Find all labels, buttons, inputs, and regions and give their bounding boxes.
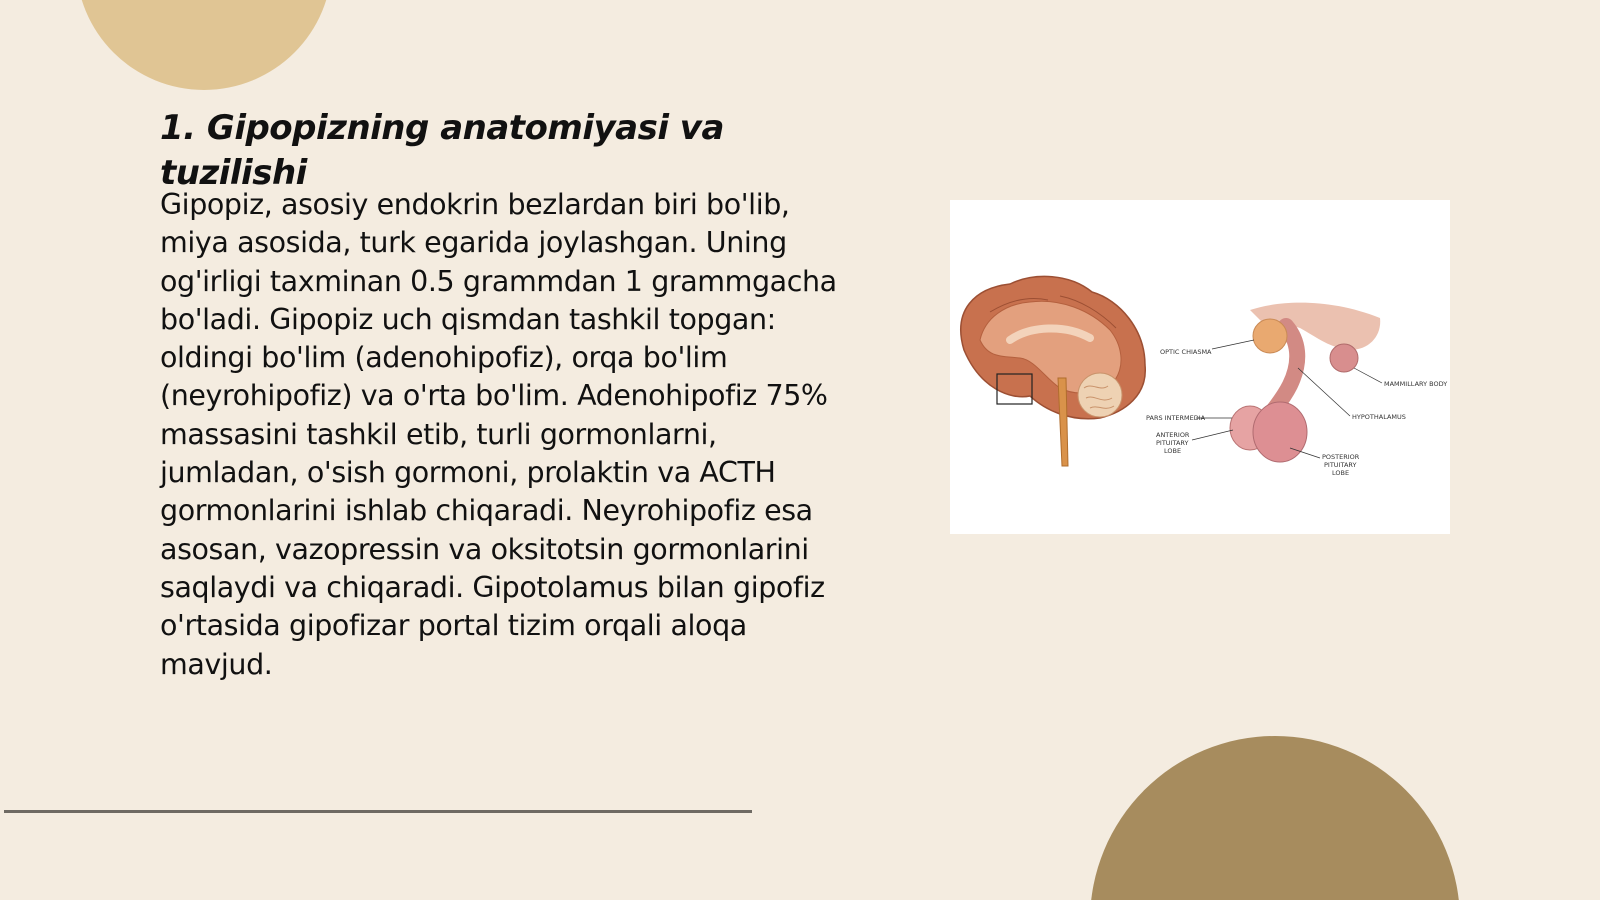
label-anterior-pituitary-lobe-line3: LOBE	[1164, 447, 1182, 455]
label-posterior-pituitary-lobe-line2: PITUITARY	[1324, 461, 1357, 469]
slide-body-text: Gipopiz, asosiy endokrin bezlardan biri bo'lib, miya asosida, turk egarida joylashgan. Uning og'irligi taxminan 0.5 grammdan 1 grammgacha bo'ladi. Gipopiz uch qismdan tashkil topgan: oldingi bo'lim (adenohipofiz), orqa bo'lim (neyrohipofiz) va o'rta bo'lim. Adenohipofiz 75% massasini tashkil etib, turli gormonlarni, jumladan, o'sish gormoni, prolaktin va ACTH gormonlarini ishlab chiqaradi. Neyrohipofiz esa asosan, vazopressin va oksitotsin gormonlarini saqlaydi va chiqaradi. Gipotolamus bilan gipofiz o'rtasida gipofizar portal tizim orqali aloqa mavjud.	[160, 188, 837, 681]
label-mammillary-body: MAMMILLARY BODY	[1384, 380, 1448, 388]
pituitary-detail-illustration	[1230, 303, 1380, 462]
pituitary-illustration	[950, 200, 1450, 534]
label-pars-intermedia: PARS INTERMEDIA	[1146, 414, 1206, 422]
pituitary-anatomy-figure	[950, 200, 1450, 534]
brain-illustration	[961, 276, 1145, 466]
label-posterior-pituitary-lobe-line3: LOBE	[1332, 469, 1350, 477]
decorative-circle-top	[76, 0, 332, 90]
label-hypothalamus: HYPOTHALAMUS	[1352, 413, 1406, 421]
label-anterior-pituitary-lobe-line1: ANTERIOR	[1156, 431, 1190, 439]
label-anterior-pituitary-lobe-line2: PITUITARY	[1156, 439, 1189, 447]
decorative-circle-bottom	[1090, 736, 1460, 900]
slide-title: 1. Gipopizning anatomiyasi va tuzilishi	[160, 108, 724, 193]
label-optic-chiasma: OPTIC CHIASMA	[1160, 348, 1212, 356]
label-posterior-pituitary-lobe-line1: POSTERIOR	[1322, 453, 1360, 461]
bottom-divider-line	[4, 810, 752, 813]
